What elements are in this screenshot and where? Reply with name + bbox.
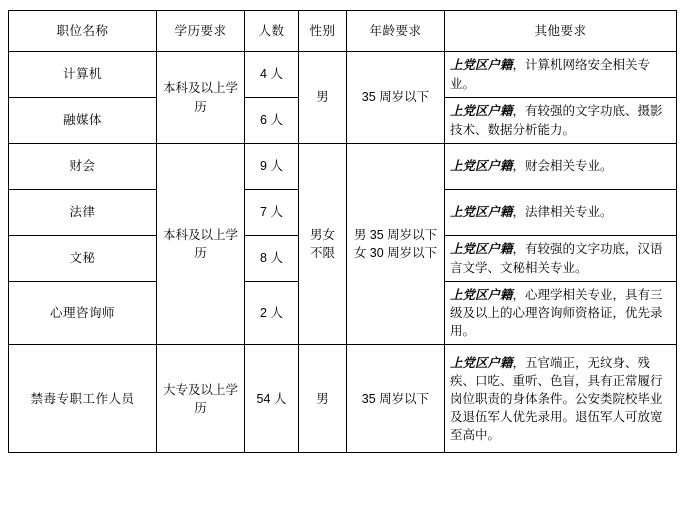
table-body bbox=[9, 52, 677, 453]
table-row bbox=[9, 52, 677, 98]
hukou-requirement: 上党区户籍 bbox=[450, 159, 513, 174]
cell-other-requirements: 上党区户籍，有较强的文字功底，汉语言文学、文秘相关专业。 bbox=[445, 236, 677, 282]
cell-other-requirements: 上党区户籍，计算机网络安全相关专业。 bbox=[445, 52, 677, 98]
cell-position-title: 计算机 bbox=[9, 52, 157, 98]
cell-other-requirements: 上党区户籍，有较强的文字功底、摄影技术、数据分析能力。 bbox=[445, 98, 677, 144]
cell-education: 大专及以上学历 bbox=[157, 345, 245, 453]
cell-gender: 男女不限 bbox=[299, 144, 347, 345]
cell-other-requirements: 上党区户籍，法律相关专业。 bbox=[445, 190, 677, 236]
cell-age: 35 周岁以下 bbox=[347, 52, 445, 144]
cell-other-requirements: 上党区户籍，财会相关专业。 bbox=[445, 144, 677, 190]
hukou-requirement: 上党区户籍 bbox=[450, 355, 513, 370]
table-row bbox=[9, 144, 677, 190]
column-header-count: 人数 bbox=[245, 11, 299, 52]
cell-count: 2 人 bbox=[245, 282, 299, 345]
header-row bbox=[9, 11, 677, 52]
cell-education: 本科及以上学历 bbox=[157, 144, 245, 345]
table-header bbox=[9, 11, 677, 52]
cell-count: 54 人 bbox=[245, 345, 299, 453]
cell-count: 4 人 bbox=[245, 52, 299, 98]
table-row bbox=[9, 345, 677, 453]
job-requirements-table bbox=[8, 10, 677, 453]
cell-position-title: 融媒体 bbox=[9, 98, 157, 144]
cell-position-title: 财会 bbox=[9, 144, 157, 190]
hukou-requirement: 上党区户籍 bbox=[450, 58, 513, 73]
cell-position-title: 心理咨询师 bbox=[9, 282, 157, 345]
cell-gender: 男 bbox=[299, 52, 347, 144]
column-header-title: 职位名称 bbox=[9, 11, 157, 52]
hukou-requirement: 上党区户籍 bbox=[450, 205, 513, 220]
hukou-requirement: 上党区户籍 bbox=[450, 104, 513, 119]
cell-other-requirements: 上党区户籍，心理学相关专业，具有三级及以上的心理咨询师资格证，优先录用。 bbox=[445, 282, 677, 345]
cell-age: 35 周岁以下 bbox=[347, 345, 445, 453]
cell-other-requirements: 上党区户籍，五官端正，无纹身、残疾、口吃、重听、色盲，具有正常履行岗位职责的身体条件。公安类院校毕业及退伍军人优先录用。退伍军人可放宽至高中。 bbox=[445, 345, 677, 453]
cell-education: 本科及以上学历 bbox=[157, 52, 245, 144]
cell-count: 6 人 bbox=[245, 98, 299, 144]
cell-age: 男 35 周岁以下 女 30 周岁以下 bbox=[347, 144, 445, 345]
column-header-gender: 性别 bbox=[299, 11, 347, 52]
cell-count: 9 人 bbox=[245, 144, 299, 190]
cell-count: 8 人 bbox=[245, 236, 299, 282]
hukou-requirement: 上党区户籍 bbox=[450, 288, 513, 302]
cell-position-title: 文秘 bbox=[9, 236, 157, 282]
column-header-education: 学历要求 bbox=[157, 11, 245, 52]
cell-position-title: 法律 bbox=[9, 190, 157, 236]
cell-count: 7 人 bbox=[245, 190, 299, 236]
column-header-age: 年龄要求 bbox=[347, 11, 445, 52]
column-header-other: 其他要求 bbox=[445, 11, 677, 52]
cell-position-title: 禁毒专职工作人员 bbox=[9, 345, 157, 453]
hukou-requirement: 上党区户籍 bbox=[450, 242, 513, 257]
cell-gender: 男 bbox=[299, 345, 347, 453]
